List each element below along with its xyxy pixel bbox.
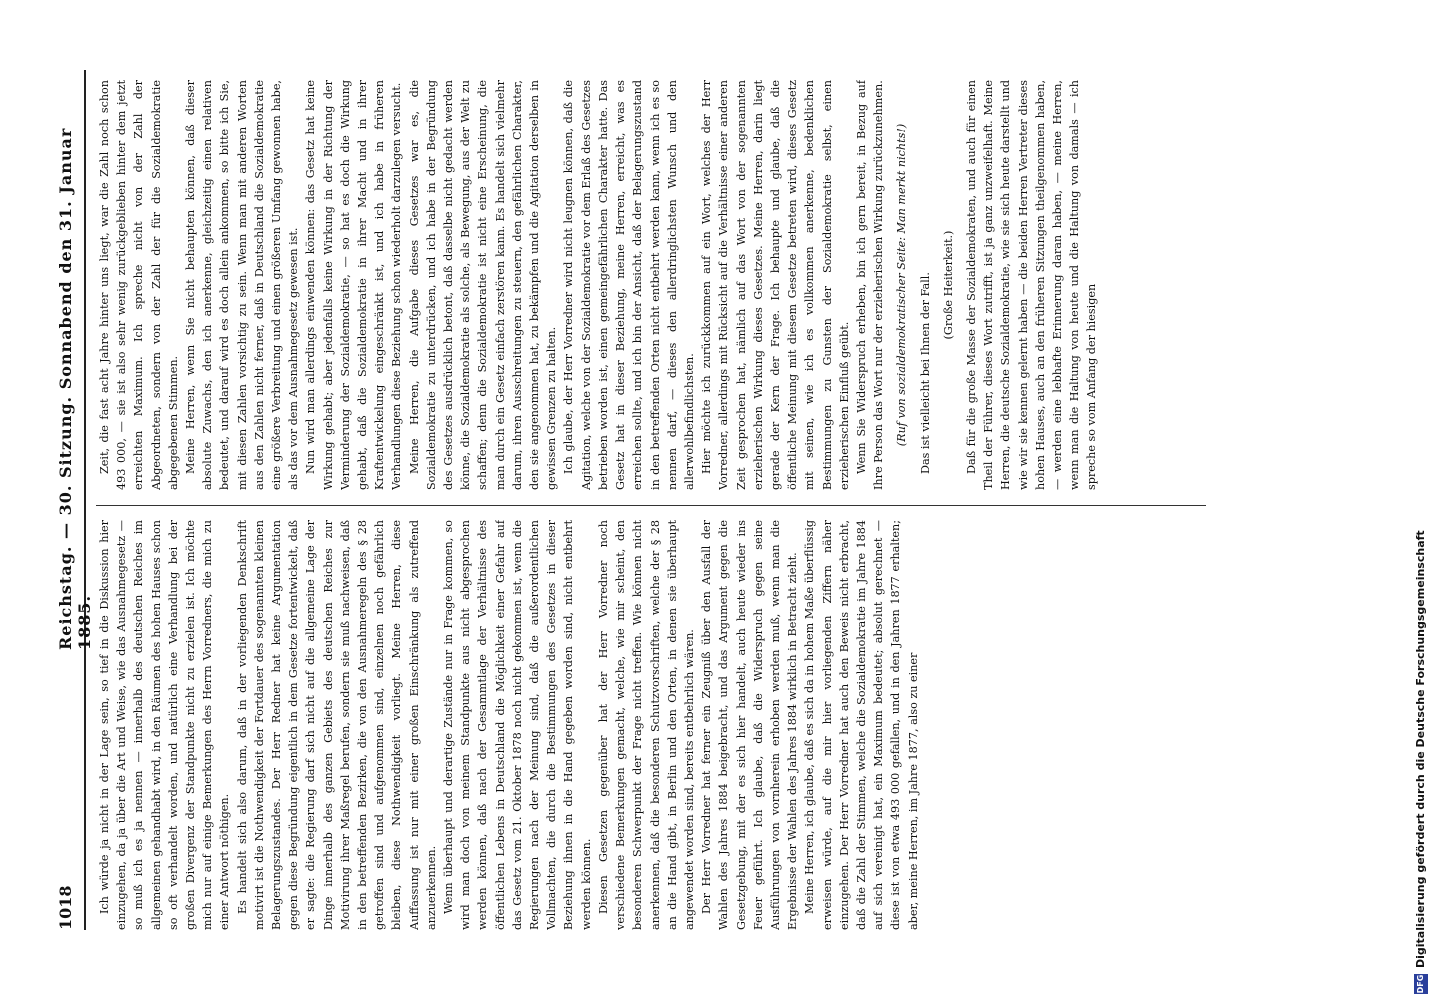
paragraph: Ich glaube, der Herr Vorredner wird nicht leugnen können, daß die Agitation, welche von der Sozialdemokratie vor dem Erlaß des Gesetzes betrieben worden ist, einen gemeingefährlichen Charakter hatte. Das Gesetz hat in dieser Beziehung, meine Herren, erreicht, was es erreichen sollte, und ich bin der Ansicht, daß der Belagerungszustand in den betreffenden Orten nicht entbehrt werden kann, wenn ich es so nennen darf, — dieses den allerdringlichsten Wunsch und den allerwohlbefindlichsten.: [562, 80, 696, 490]
paragraph: Zeit, die fast acht Jahre hinter uns liegt, war die Zahl noch schon 493 000, — sie ist also sehr wenig zurückgeblieben hinter dem jetzt erreichten Maximum. Ich spreche nicht von der Zahl der Abgeordneten, sondern von der Zahl der für die Sozialdemokratie abgegebenen Stimmen.: [98, 80, 180, 490]
funding-note: Digitalisierung gefördert durch die Deutsche Forschungsgemeinschaft: [1414, 530, 1427, 968]
right-column: [96, 80, 1206, 490]
paragraph: Diesen Gesetzen gegenüber hat der Herr Vorredner noch verschiedene Bemerkungen gemacht, welche, wie mir scheint, den besonderen Schwerpunkt der Frage nicht treffen. Wie können nicht anerkennen, daß die besonderen Schutzvorschriften, welche der § 28 an die Hand gibt, in Berlin und den Orten, in denen sie überhaupt angewendet worden sind, bereits entbehrlich wären.: [596, 520, 696, 930]
paragraph: Daß für die große Masse der Sozialdemokraten, und auch für einen Theil der Führer, dieses Wort zutrifft, ist ja ganz unzweifelhaft. Meine Herren, die deutsche Sozialdemokratie, wie sie sich heute darstellt und wie wir sie kennen gelernt haben — die beiden Herren Vertreter dieses hohen Hauses, auch an den früheren Sitzungen theilgenommen haben, — werden eine lebhafte Erinnerung daran haben, — meine Herren, wenn man die Haltung von heute und die Haltung von damals — ich spreche so vom Anfang der hiesigen: [964, 80, 1099, 490]
dfg-logo-icon: DFG: [1414, 974, 1428, 994]
paragraph: Hier möchte ich zurückkommen auf ein Wort, welches der Herr Vorredner, allerdings mit Rücksicht auf die Verhältnisse einer anderen Zeit gesprochen hat, nämlich auf das Wort von der sogenannten erzieherischen Wirkung dieses Gesetzes. Meine Herren, darin liegt gerade der Kern der Frage. Ich behaupte und glaube, daß die öffentliche Meinung mit diesem Gesetze betreten wird, dieses Gesetz mit seinen, wie ich es vollkommen anerkenne, bedenklichen Bestimmungen zu Gunsten der Sozialdemokratie selbst, einen erzieherischen Einfluß geübt.: [700, 80, 851, 490]
page-header: [50, 70, 94, 930]
page-title: Reichstag. — 30. Sitzung. Sonnabend den 31. Januar 1885.: [56, 127, 94, 650]
paragraph: Meine Herren, ich glaube, daß es sich da in hohem Maße überflüssig erweisen würde, auf die mir hier vorliegenden Ziffern näher einzugehen. Der Herr Vorredner hat auch den Beweis nicht erbracht, daß die Zahl der Stimmen, welche die Sozialdemokratie im Jahre 1884 auf sich vereinigt hat, ein Maximum bedeutet; absolut gerechnet — diese ist von etwa 493 000 gefallen, und in den Jahren 1877 erhalten; aber, meine Herren, im Jahre 1877, also zu einer: [803, 520, 920, 930]
paragraph: Das ist vielleicht bei Ihnen der Fall.: [918, 272, 932, 474]
paragraph: Nun wird man allerdings einwenden können: das Gesetz hat keine Wirkung gehabt; aber jedenfalls keine Wirkung in der Richtung der Verminderung der Sozialdemokratie, — so hat es doch die Wirkung gehabt, daß die Sozialdemokratie in ihrer Macht und in ihrer Kraftentwickelung eingeschränkt ist, und ich habe in früheren Verhandlungen diese Beziehung schon wiederholt darzulegen versucht.: [304, 80, 404, 490]
paragraph: Der Herr Vorredner hat ferner ein Zeugniß über den Ausfall der Wahlen des Jahres 1884 beigebracht, und das Argument gegen die Gesetzgebung, mit der es sich hier handelt, auch heute wieder ins Feuer geführt. Ich glaube, daß die Widerspruch gegen seine Ausführungen von vornherein erhoben werden muß, wenn man die Ergebnisse der Wahlen des Jahres 1884 wirklich in Betracht zieht.: [700, 520, 800, 930]
paragraph: Es handelt sich also darum, daß in der vorliegenden Denkschrift motivirt ist die Nothwendigkeit der Fortdauer des sogenannten kleinen Belagerungszustandes. Der Herr Redner hat keine Argumentation gegen diese Begründung eigentlich in dem Gesetze fortentwickelt, daß er sagte: die Regierung darf sich nicht auf die allgemeine Lage der Dinge innerhalb des ganzen Gebiets des deutschen Reiches zur Motivirung ihrer Maßregel berufen, sondern sie muß nachweisen, daß in den betreffenden Bezirken, die von den Ausnahmeregeln des § 28 getroffen sind und aufgenommen sind, einzelnen noch gefährlich bleiben, diese Nothwendigkeit vorliegt. Meine Herren, diese Auffassung ist nur mit einer großen Einschränkung als zutreffend anzuerkennen.: [235, 520, 438, 930]
page-number: 1018: [56, 885, 75, 930]
paragraph: Ich würde ja nicht in der Lage sein, so tief in die Diskussion hier einzugehen, da ja über die Art und Weise, wie das Ausnahmegesetz — so muß ich es ja nennen — innerhalb des deutschen Reiches im allgemeinen gehandhabt wird, in den Räumen des hohen Hauses schon so oft verhandelt worden, und natürlich eine Verhandlung bei der großen Divergenz der Standpunkte nicht zu erzielen ist. Ich möchte mich nur auf einige Bemerkungen des Herrn Vorredners, die mich zu einer Antwort nöthigen.: [98, 520, 232, 930]
paragraph: Wenn überhaupt und derartige Zustände nur in Frage kommen, so wird man doch von meinem Standpunkte aus nicht abgesprochen werden können, daß nach der Gesammtlage der Verhältnisse des öffentlichen Lebens in Deutschland die Möglichkeit einer Gefahr auf das Gesetz vom 21. Oktober 1878 noch nicht gekommen ist, wenn die Regierungen nach der Meinung sind, daß die außerordentlichen Vollmachten, die durch die Bestimmungen des Gesetzes in dieser Beziehung ihnen in die Hand gegeben worden sind, nicht entbehrt werden können.: [442, 520, 593, 930]
interjection: (Ruf von sozialdemokratischer Seite: Man merkt nichts!): [895, 123, 909, 447]
paragraph: Wenn Sie Widerspruch erheben, bin ich gern bereit, in Bezug auf Ihre Person das Wort nur der erzieherischen Wirkung zurückzunehmen.: [854, 80, 886, 490]
paragraph: Meine Herren, die Aufgabe dieses Gesetzes war es, die Sozialdemokratie zu unterdrücken, und ich habe in der Begründung des Gesetzes ausdrücklich betont, daß dasselbe nicht gedacht werden könne, die Sozialdemokratie als solche, als Bewegung, aus der Welt zu schaffen; denn die Sozialdemokratie ist nicht eine Erscheinung, die man durch ein Gesetz einfach zerstören kann. Es handelt sich vielmehr darum, ihren Ausschreitungen zu steuern, den gefährlichen Charakter, den sie angenommen hat, zu bekämpfen und die Agitation derselben in gewissen Grenzen zu halten.: [407, 80, 559, 490]
column-divider: [96, 505, 1206, 506]
digitization-footer: [1412, 0, 1432, 1000]
left-column: [96, 520, 1206, 930]
paragraph: Meine Herren, wenn Sie nicht behaupten können, daß dieser absolute Zuwachs, den ich anerkenne, gleichzeitig einen relativen bedeutet, und darauf wird es doch allein ankommen, so bitte ich Sie, mit diesen Zahlen vorsichtig zu sein. Wenn man mit anderen Worten aus den Zahlen nicht ferner, daß in Deutschland die Sozialdemokratie eine größere Verbreitung und einen größeren Umfang gewonnen habe, als das vor dem Ausnahmegesetz gewesen ist.: [184, 80, 301, 490]
reaction: (Große Heiterkeit.): [941, 230, 955, 340]
